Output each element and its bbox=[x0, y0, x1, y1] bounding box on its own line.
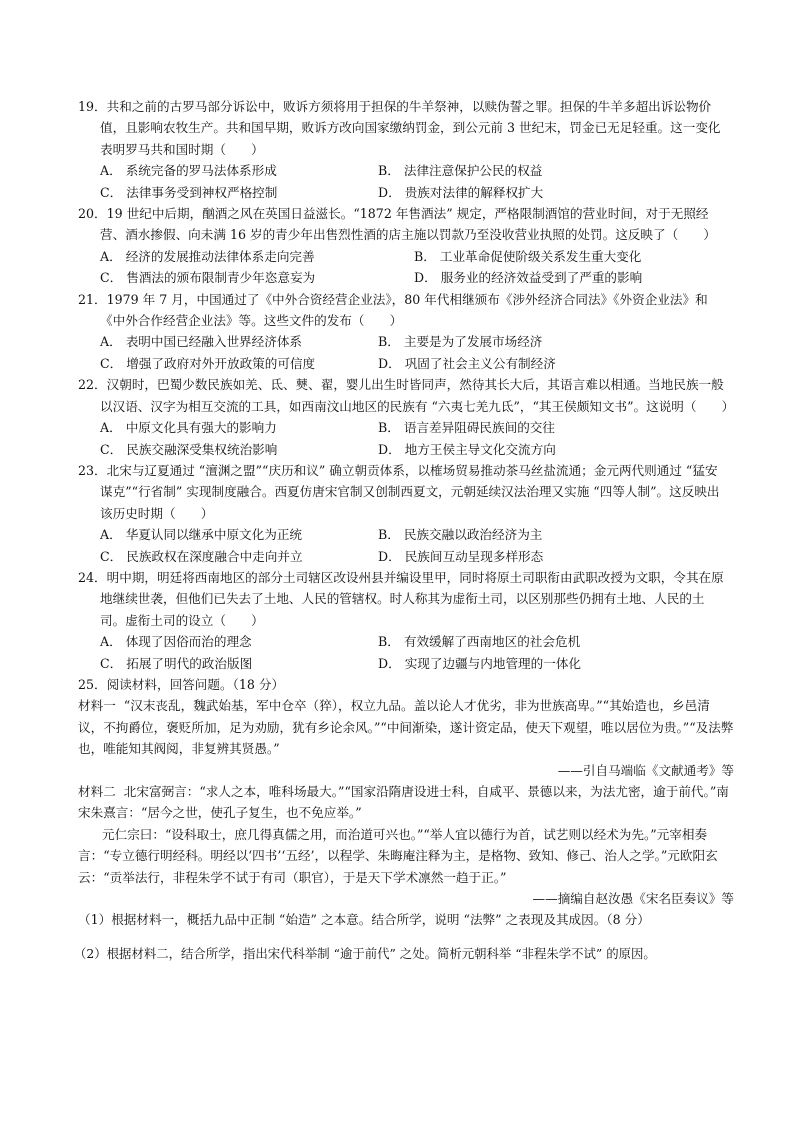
option-d[interactable]: D． 巩固了社会主义公有制经济 bbox=[378, 355, 556, 371]
option-d[interactable]: D． 地方王侯主导文化交流方向 bbox=[378, 441, 556, 457]
question-21 bbox=[0, 289, 794, 375]
question-stem: 20．19 世纪中后期，酗酒之风在英国日益滋长。“1872 年售酒法” 规定，严格限制酒馆的营业时间，对于无照经营、酒水掺假、向未满 16 岁的青少年出售烈性酒的店主施以罚款乃至没收营业执照的处罚。这反映了（ ） bbox=[78, 206, 716, 243]
option-c[interactable]: C． 民族交融深受集权统治影响 bbox=[100, 441, 278, 457]
question-number: 23． bbox=[78, 462, 107, 478]
option-a[interactable]: A． 经济的发展推动法律体系走向完善 bbox=[100, 248, 315, 264]
question-number: 20． bbox=[78, 206, 107, 222]
options bbox=[0, 631, 794, 674]
option-c[interactable]: C． 法律事务受到神权严格控制 bbox=[100, 184, 278, 200]
exam-page bbox=[0, 96, 794, 964]
sub-question-2: （2）根据材料二，结合所学，指出宋代科举制 “逾于前代” 之处。简析元朝科举 “非程朱学不试” 的原因。 bbox=[74, 945, 656, 961]
material-1-label: 材料一 bbox=[78, 698, 116, 714]
option-b[interactable]: B． 工业革命促使阶级关系发生重大变化 bbox=[414, 248, 642, 264]
sub-question-1: （1）根据材料一，概括九品中正制 “始造” 之本意。结合所学，说明 “法弊” 之表现及其成因。（8 分） bbox=[78, 912, 650, 928]
question-19 bbox=[0, 96, 794, 203]
option-d[interactable]: D． 实现了边疆与内地管理的一体化 bbox=[378, 655, 582, 671]
material-2-para1: 北宋富弼言：“求人之本，唯科场最大。”“国家沿隋唐设进士科，自咸平、景德以来，为法尤密，逾于前代。”南宋朱熹言：“居今之世，使孔子复生，也不免应举。” bbox=[78, 784, 729, 821]
material-2-source: ——摘编自赵汝愚《宋名臣奏议》等 bbox=[532, 891, 734, 907]
reading-heading: 25．阅读材料，回答问题。（18 分） bbox=[78, 676, 285, 692]
material-2 bbox=[0, 781, 794, 824]
option-d[interactable]: D． 民族间互动呈现多样形态 bbox=[378, 548, 544, 564]
material-1-source: ——引自马端临《文献通考》等 bbox=[557, 762, 734, 778]
material-1-text: “汉末丧乱，魏武始基，军中仓卒（猝），权立九品。盖以论人才优劣，非为世族高卑。”“其始造也，乡邑清议，不拘爵位，褒贬所加，足为劝励，犹有乡论余风。”“中间渐染，遂计资定品，使天下观望，唯以居位为贵。”“及法弊也，唯能知其阀阅，非复辨其贤愚。” bbox=[78, 698, 734, 757]
option-a[interactable]: A． 系统完备的罗马法体系形成 bbox=[100, 163, 277, 179]
options bbox=[0, 331, 794, 374]
question-number: 21． bbox=[78, 291, 107, 307]
question-stem: 22．汉朝时，巴蜀少数民族如羌、氐、僰、翟，婴儿出生时皆同声，然待其长大后，其语言难以相通。当地民族一般以汉语、汉字为相互交流的工具，如西南汶山地区的民族有 “六夷七羌九氐”，“其王侯颇知文书”。这说明（ ） bbox=[78, 377, 735, 414]
question-stem: 19．共和之前的古罗马部分诉讼中，败诉方须将用于担保的牛羊祭神，以赎伪誓之罪。担保的牛羊多超出诉讼物价值，且影响农牧生产。共和国早期，败诉方改向国家缴纳罚金，到公元前 3 世纪末，罚金已无足轻重。这一变化表明罗马共和国时期（ ） bbox=[78, 99, 721, 157]
option-a[interactable]: A． 体现了因俗而治的理念 bbox=[100, 634, 252, 650]
options bbox=[0, 417, 794, 460]
material-2-para2: 元仁宗曰：“设科取士，庶几得真儒之用，而治道可兴也。”“举人宜以德行为首，试艺则以经术为先。”元宰相奏言：“专立德行明经科。明经以‘四书’‘五经’，以程学、朱晦庵注释为主，是格物、致知、修己、治人之学。”元欧阳玄云：“贡举法行，非程朱学不试于有司（职官），于是天下学术凛然一趋于正。” bbox=[78, 826, 718, 885]
material-2-label: 材料二 bbox=[78, 784, 116, 799]
option-b[interactable]: B． 法律注意保护公民的权益 bbox=[378, 163, 543, 179]
options bbox=[0, 524, 794, 567]
option-d[interactable]: D． 服务业的经济效益受到了严重的影响 bbox=[414, 270, 643, 286]
option-c[interactable]: C． 增强了政府对外开放政策的可信度 bbox=[100, 355, 316, 371]
options bbox=[0, 246, 794, 289]
option-b[interactable]: B． 有效缓解了西南地区的社会危机 bbox=[378, 634, 581, 650]
option-d[interactable]: D． 贵族对法律的解释权扩大 bbox=[378, 184, 544, 200]
question-23 bbox=[0, 460, 794, 567]
question-number: 24． bbox=[78, 569, 107, 585]
option-b[interactable]: B． 民族交融以政治经济为主 bbox=[378, 527, 543, 543]
question-25 bbox=[0, 674, 794, 964]
option-c[interactable]: C． 售酒法的颁布限制青少年恣意妄为 bbox=[100, 270, 316, 286]
option-a[interactable]: A． 中原文化具有强大的影响力 bbox=[100, 420, 277, 436]
question-22 bbox=[0, 374, 794, 460]
question-stem: 24．明中期，明廷将西南地区的部分土司辖区改设州县并编设里甲，同时将原土司职衔由武职改授为文职，令其在原地继续世袭，但他们已失去了土地、人民的管辖权。时人称其为虚衔土司，以区别那些仍拥有土地、人民的土司。虚衔土司的设立（ ） bbox=[78, 569, 724, 628]
option-b[interactable]: B． 语言差异阻碍民族间的交往 bbox=[378, 420, 555, 436]
option-c[interactable]: C． 拓展了明代的政治版图 bbox=[100, 655, 253, 671]
question-20 bbox=[0, 203, 794, 289]
question-stem: 21．1979 年 7 月，中国通过了《中外合资经营企业法》，80 年代相继颁布《涉外经济合同法》《外资企业法》和《中外合作经营企业法》等。这些文件的发布（ ） bbox=[78, 291, 708, 329]
option-a[interactable]: A． 华夏认同以继承中原文化为正统 bbox=[100, 527, 303, 543]
question-number: 22． bbox=[78, 377, 107, 393]
option-a[interactable]: A． 表明中国已经融入世界经济体系 bbox=[100, 334, 303, 350]
option-c[interactable]: C． 民族政权在深度融合中走向并立 bbox=[100, 548, 303, 564]
material-1 bbox=[0, 695, 794, 759]
spacer bbox=[0, 931, 794, 943]
option-b[interactable]: B． 主要是为了发展市场经济 bbox=[378, 334, 543, 350]
options bbox=[0, 160, 794, 203]
question-24 bbox=[0, 567, 794, 674]
question-stem: 23．北宋与辽夏通过 “澶渊之盟”“庆历和议” 确立朝贡体系，以榷场贸易推动茶马丝盐流通；金元两代则通过 “猛安谋克”“行省制” 实现制度融合。西夏仿唐宋官制又创制西夏文，元朝延续汉法治理又实施 “四等人制”。这反映出该历史时期（ ） bbox=[78, 462, 720, 521]
question-number: 19． bbox=[78, 99, 107, 114]
